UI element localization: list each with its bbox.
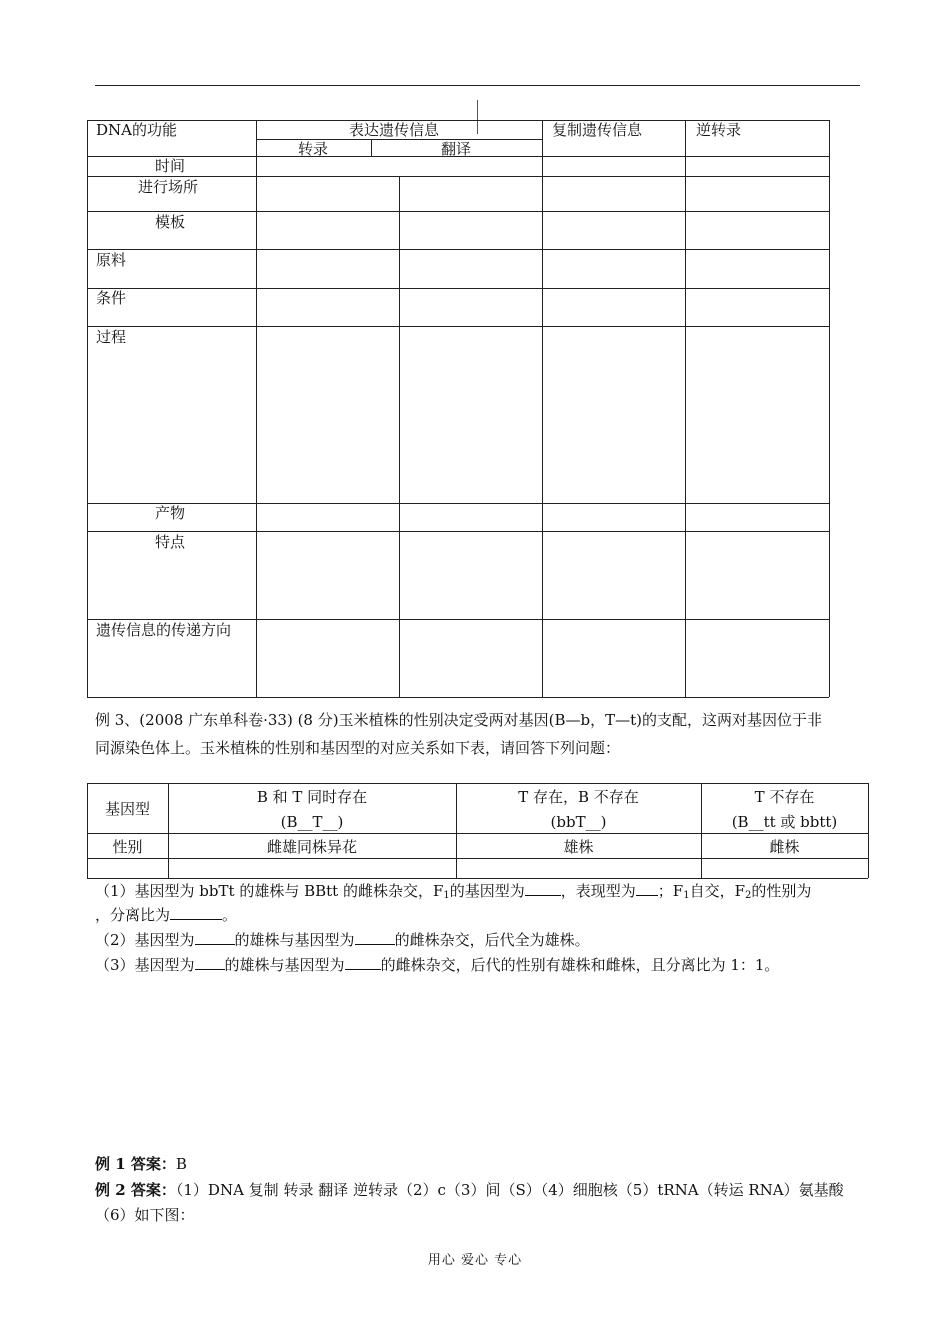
answer-1: 例 1 答案：B xyxy=(95,1155,187,1173)
answer-2-cont: （6）如下图： xyxy=(95,1206,195,1224)
genotype-col2-line2: (bbT__) xyxy=(550,813,607,831)
genotype-col3-line2: (B__tt 或 bbtt) xyxy=(731,813,838,831)
genotype-col2-line1: T 存在，B 不存在 xyxy=(518,788,639,806)
answer-blank[interactable] xyxy=(195,930,235,945)
page-footer: 用心 爱心 专心 xyxy=(427,1253,523,1268)
answer-blank[interactable] xyxy=(525,881,561,896)
answer-blank[interactable] xyxy=(170,905,222,920)
row-label-condition: 条件 xyxy=(96,289,127,307)
answer-blank[interactable] xyxy=(355,930,395,945)
answer-blank[interactable] xyxy=(345,955,381,970)
question-3: （3）基因型为 的雄株与基因型为 的雌株杂交，后代的性别有雄株和雌株，且分离比为 1：1。 xyxy=(95,956,780,974)
col-header-express: 表达遗传信息 xyxy=(349,121,440,139)
answer-2: 例 2 答案：（1）DNA 复制 转录 翻译 逆转录（2）c（3）间（S）（4）细胞核（5）tRNA（转运 RNA）氨基酸 xyxy=(95,1181,844,1199)
row-label-direction: 遗传信息的传递方向 xyxy=(96,621,232,639)
row-label-process: 过程 xyxy=(96,328,127,346)
question-1-cont: ，分离比为 。 xyxy=(95,906,238,924)
cursor-mark xyxy=(477,100,478,134)
example3-line2: 同源染色体上。玉米植株的性别和基因型的对应关系如下表，请回答下列问题： xyxy=(95,739,621,757)
header-rule xyxy=(95,85,860,86)
question-2: （2）基因型为 的雄株与基因型为 的雌株杂交，后代全为雄株。 xyxy=(95,931,590,949)
example3-line1: 例 3、(2008 广东单科卷·33) (8 分)玉米植株的性别决定受两对基因(B—b，T—t)的支配，这两对基因位于非 xyxy=(95,711,822,729)
col-header-reverse: 逆转录 xyxy=(696,121,742,139)
question-1: （1）基因型为 bbTt 的雄株与 BBtt 的雌株杂交，$F_1$的基因型为 ，表现型为 ；$F_1$自交，$F_2$的性别为 xyxy=(95,882,812,901)
answer-blank[interactable] xyxy=(195,955,225,970)
genotype-label: 基因型 xyxy=(104,800,150,818)
col-header-replicate: 复制遗传信息 xyxy=(552,121,643,139)
sex-col2: 雄株 xyxy=(563,838,594,856)
sex-col1: 雌雄同株异花 xyxy=(266,838,357,856)
row-label-product: 产物 xyxy=(155,504,186,522)
row-label-material: 原料 xyxy=(96,251,127,269)
col-header-translation: 翻译 xyxy=(441,140,472,158)
answer-blank[interactable] xyxy=(636,881,658,896)
sex-col3: 雌株 xyxy=(769,838,800,856)
genotype-col1-line2: (B__T__) xyxy=(280,813,344,831)
sex-label: 性别 xyxy=(112,838,143,856)
genotype-col3-line1: T 不存在 xyxy=(754,788,815,806)
row-label-feature: 特点 xyxy=(155,533,186,551)
row-label-template: 模板 xyxy=(155,213,186,231)
col-header-dna-function: DNA的功能 xyxy=(96,121,177,139)
genotype-col1-line1: B 和 T 同时存在 xyxy=(256,788,368,806)
row-label-site: 进行场所 xyxy=(138,178,199,196)
row-label-time: 时间 xyxy=(155,157,186,175)
col-header-transcription: 转录 xyxy=(298,140,329,158)
